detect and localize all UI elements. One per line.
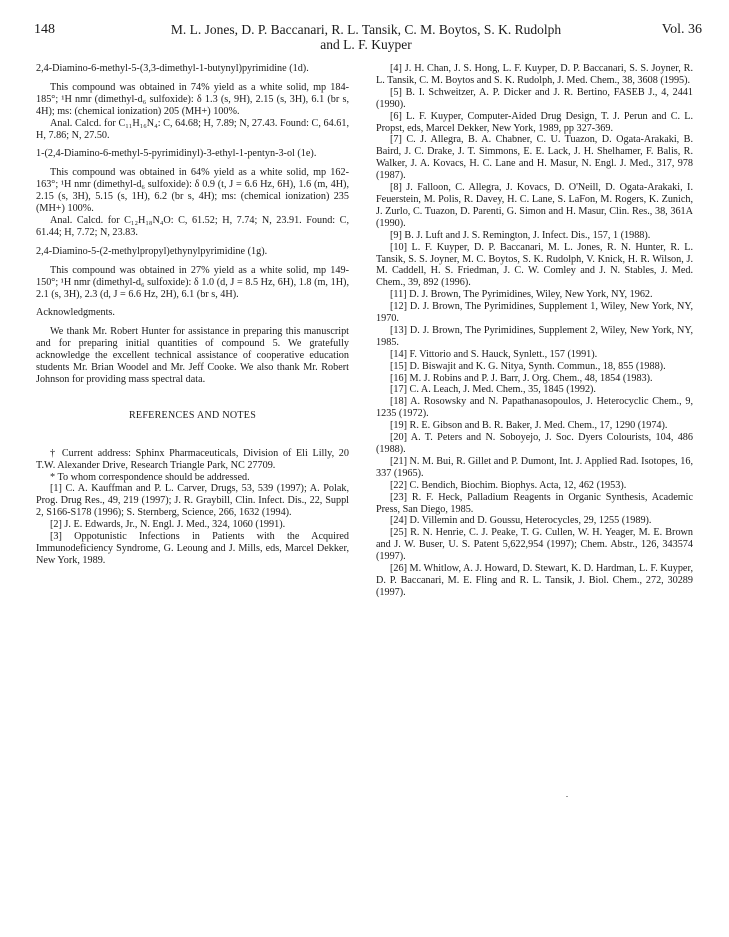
reference-item: [6] L. F. Kuyper, Computer-Aided Drug Design, T. J. Perun and C. L. Propst, eds, Marcel Dekker, New York, 1989, pp 327-369. — [376, 110, 693, 134]
footnote-dagger: † Current address: Sphinx Pharmaceuticals, Division of Eli Lilly, 20 T.W. Alexander Drive, Research Triangle Park, NC 27709. — [36, 447, 349, 471]
reference-item: [14] F. Vittorio and S. Hauck, Synlett., 157 (1991). — [390, 348, 598, 360]
authors-line-2: and L. F. Kuyper — [320, 37, 412, 52]
page-number: 148 — [34, 22, 55, 37]
reference-item: [9] B. J. Luft and J. S. Remington, J. Infect. Dis., 157, 1 (1988). — [390, 229, 651, 241]
reference-item: [4] J. H. Chan, J. S. Hong, L. F. Kuyper, D. P. Baccanari, S. S. Joyner, R. L. Tansik, C. M. Boytos and S. K. Rudolph, J. Med. Chem., 38, 3608 (1995). — [376, 63, 693, 86]
reference-item: [22] C. Bendich, Biochim. Biophys. Acta, 12, 462 (1953). — [390, 479, 627, 491]
authors-line-1: M. L. Jones, D. P. Baccanari, R. L. Tansik, C. M. Boytos, S. K. Rudolph — [170, 22, 562, 37]
reference-item: [12] D. J. Brown, The Pyrimidines, Supplement 1, Wiley, New York, NY, 1970. — [376, 301, 693, 325]
reference-item: [15] D. Biswajit and K. G. Nitya, Synth. Commun., 18, 855 (1988). — [390, 360, 666, 372]
reference-item: [16] M. J. Robins and P. J. Barr, J. Org. Chem., 48, 1854 (1983). — [390, 372, 653, 384]
reference-item: [5] B. I. Schweitzer, A. P. Dicker and J. R. Bertino, FASEB J., 4, 2441 (1990). — [376, 86, 693, 110]
page-header — [30, 22, 702, 52]
reference-item: [20] A. T. Peters and N. Soboyejo, J. Soc. Dyers Colourists, 104, 486 (1988). — [376, 432, 693, 455]
volume-label: Vol. 36 — [661, 22, 702, 37]
reference-item: [24] D. Villemin and D. Goussu, Heterocycles, 29, 1255 (1989). — [390, 515, 652, 527]
references-heading: REFERENCES AND NOTES — [128, 409, 257, 421]
reference-item: [2] J. E. Edwards, Jr., N. Engl. J. Med., 324, 1060 (1991). — [50, 519, 286, 531]
compound-1e-heading: 1-(2,4-Diamino-6-methyl-5-pyrimidinyl)-3-ethyl-1-pentyn-3-ol (1e). — [36, 148, 317, 160]
footnote-star: * To whom correspondence should be addressed. — [50, 471, 250, 483]
reference-item: [10] L. F. Kuyper, D. P. Baccanari, M. L. Jones, R. N. Hunter, R. L. Tansik, S. S. Joyner, M. C. Boytos, S. K. Rudolph, V. Knick, H. R. Wilson, J. M. Caddell, H. S. Friedman, J. C. W. Comley and J. N. Stables, J. Med. Chem., 39, 892 (1996). — [376, 241, 693, 289]
reference-item: [17] C. A. Leach, J. Med. Chem., 35, 1845 (1992). — [390, 384, 596, 396]
acknowledgments-heading: Acknowledgments. — [36, 307, 115, 319]
reference-item: [21] N. M. Bui, R. Gillet and P. Dumont, Int. J. Applied Rad. Isotopes, 16, 337 (1965). — [376, 455, 693, 479]
right-column — [376, 63, 693, 599]
reference-item: [26] M. Whitlow, A. J. Howard, D. Stewart, K. D. Hardman, L. F. Kuyper, D. P. Baccanari, M. E. Fling and R. L. Tansik, J. Biol. Chem., 272, 30289 (1997). — [376, 563, 693, 598]
reference-item: [25] R. N. Henrie, C. J. Peake, T. G. Cullen, W. H. Yeager, M. E. Brown and J. W. Buser, U. S. Patent 5,622,954 (1997); Chem. Abstr., 126, 343574 (1997). — [376, 527, 693, 563]
reference-item: [8] J. Falloon, C. Allegra, J. Kovacs, D. O'Neill, D. Ogata-Arakaki, I. Feuerstein, M. Polis, R. Davey, H. C. Lane, S. LaFon, M. Rogers, K. Zunich, J. Zurlo, C. Tuazon, D. Parenti, G. Simon and H. Masur, Clin. Res., 38, 361A (1990). — [376, 182, 693, 229]
compound-1d-analysis: Anal. Calcd. for C₁₁H₁₆N₄: C, 64.68; H, 7.89; N, 27.43. Found: C, 64.61, H, 7.86; N, 27.50. — [36, 117, 349, 141]
reference-item: [7] C. J. Allegra, B. A. Chabner, C. U. Tuazon, D. Ogata-Arakaki, B. Baird, J. C. Drake, J. T. Simmons, E. E. Lack, J. H. Shelhamer, F. Balis, R. Walker, J. A. Kovacs, H. C. Lane and H. Masur, N. Engl. J. Med., 317, 978 (1987). — [376, 134, 693, 182]
reference-item: [11] D. J. Brown, The Pyrimidines, Wiley, New York, NY, 1962. — [390, 289, 653, 301]
compound-1g-heading: 2,4-Diamino-5-(2-methylpropyl)ethynylpyrimidine (1g). — [36, 245, 268, 257]
reference-item: [13] D. J. Brown, The Pyrimidines, Supplement 2, Wiley, New York, NY, 1985. — [376, 324, 693, 348]
compound-1d-heading: 2,4-Diamino-6-methyl-5-(3,3-dimethyl-1-butynyl)pyrimidine (1d). — [36, 63, 309, 74]
reference-item: [18] A. Rosowsky and N. Papathanasopoulos, J. Heterocyclic Chem., 9, 1235 (1972). — [376, 396, 693, 420]
left-column — [36, 63, 349, 567]
compound-1e-analysis: Anal. Calcd. for C₁₂H₁₈N₄O: C, 61.52; H, 7.74; N, 23.91. Found: C, 61.44; H, 7.72; N, 23.83. — [36, 214, 349, 238]
reference-item: [23] R. F. Heck, Palladium Reagents in Organic Synthesis, Academic Press, San Diego, 1985. — [376, 491, 693, 515]
compound-1e-body: This compound was obtained in 64% yield as a white solid, mp 162-163°; ¹H nmr (dimethyl-d₆ sulfoxide): δ 0.9 (t, J = 6.6 Hz, 6H), 1.6 (m, 4H), 2.15 (s, 3H), 5.15 (s, 1H), 6.2 (br s, 4H); ms: (chemical ionization) 235 (MH+) 100%. — [36, 167, 349, 215]
compound-1d-body: This compound was obtained in 74% yield as a white solid, mp 184-185°; ¹H nmr (dimethyl-d₆ sulfoxide): δ 1.3 (s, 9H), 2.15 (s, 3H), 6.1 (br s, 4H); ms: (chemical ionization) 205 (MH+) 100%. — [36, 81, 349, 117]
reference-item: [19] R. E. Gibson and B. R. Baker, J. Med. Chem., 17, 1290 (1974). — [390, 420, 668, 432]
acknowledgments-body: We thank Mr. Robert Hunter for assistance in preparing this manuscript and for preparing initial quantities of compound 5. We gratefully acknowledge the excellent technical assistance of cooperative education students Mr. Brian Woodel and Mr. Jeff Cooke. We also thank Mr. Robert Johnson for providing mass spectral data. — [36, 326, 349, 385]
scan-speck — [566, 796, 568, 797]
compound-1g-body: This compound was obtained in 27% yield as a white solid, mp 149-150°; ¹H nmr (dimethyl-d₆ sulfoxide): δ 1.0 (d, J = 8.5 Hz, 6H), 1.8 (m, 1H), 2.1 (s, 3H), 2.3 (d, J = 6.6 Hz, 2H), 6.1 (br s, 4H). — [36, 264, 349, 300]
reference-item: [1] C. A. Kauffman and P. L. Carver, Drugs, 53, 539 (1997); A. Polak, Prog. Drug Res., 49, 219 (1997); J. R. Graybill, Clin. Infect. Dis., 22, Suppl 2, S166-S178 (1996); S. Sternberg, Science, 266, 1632 (1994). — [36, 483, 349, 519]
reference-item: [3] Oppotunistic Infections in Patients with the Acquired Immunodeficiency Syndrome, G. Leoung and J. Mills, eds, Marcel Dekker, New York, 1989. — [36, 531, 349, 566]
running-authors — [160, 22, 572, 52]
